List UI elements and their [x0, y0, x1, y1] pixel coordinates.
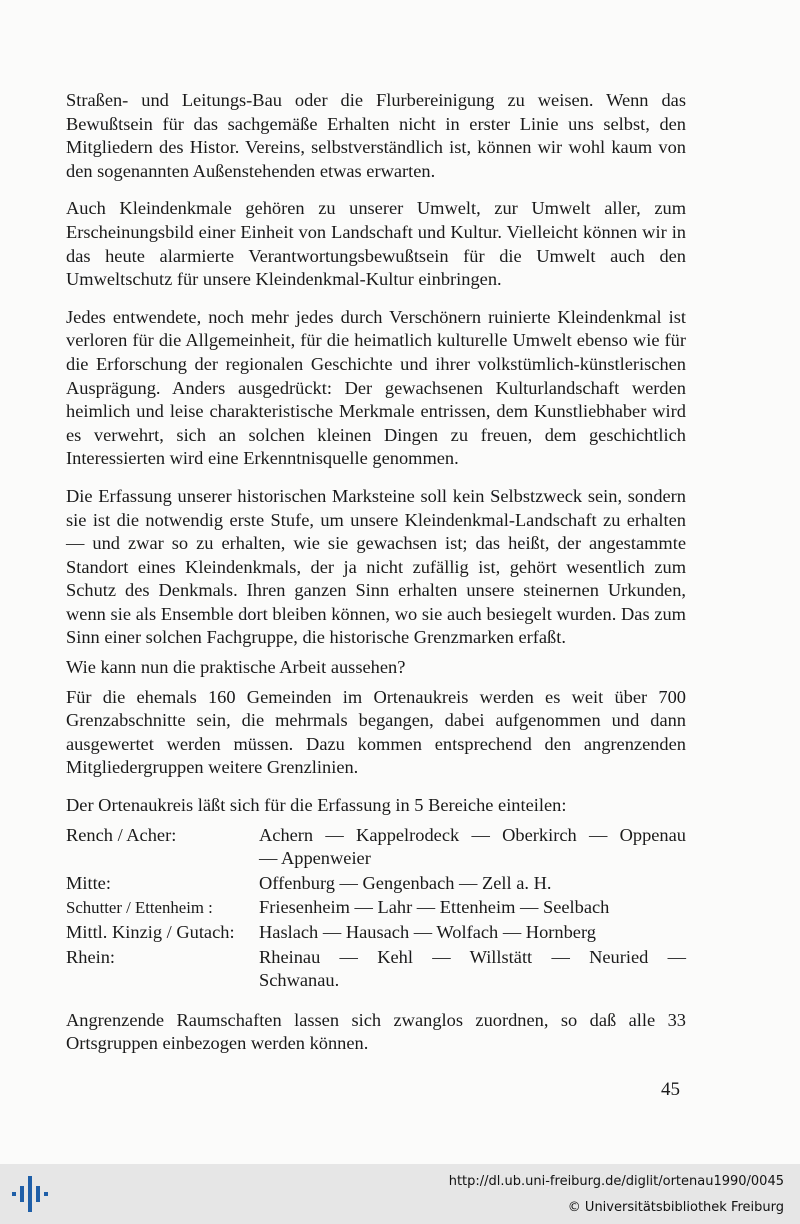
region-places-line: Offenburg — Gengenbach — Zell a. H.	[259, 872, 552, 893]
library-footer	[0, 1164, 800, 1224]
region-places-line: Friesenheim — Lahr — Ettenheim — Seelbach	[259, 897, 610, 918]
region-places	[259, 824, 686, 871]
paragraph-1: Straßen- und Leitungs-Bau oder die Flurbereinigung zu weisen. Wenn das Bewußtsein für das sachgemäße Erhalten nicht in erster Linie uns selbst, den Mitgliedern des Histor. Vereins, selbstverständlich ist, können wir wohl kaum von den sogenannten Außenstehenden etwas erwarten.	[66, 90, 686, 181]
region-places-line: Schwanau.	[259, 970, 340, 991]
copyright-notice: © Universitätsbibliothek Freiburg	[567, 1200, 784, 1215]
region-name: Mittl. Kinzig / Gutach:	[66, 922, 235, 942]
region-name: Schutter / Ettenheim :	[66, 898, 213, 918]
paragraph-regions-intro: Der Ortenaukreis läßt sich für die Erfassung in 5 Bereiche einteilen:	[66, 795, 567, 816]
paragraph-closing: Angrenzende Raumschaften lassen sich zwanglos zuordnen, so daß alle 33 Ortsgruppen einbezogen werden können.	[66, 1009, 686, 1054]
paragraph-2: Auch Kleindenkmale gehören zu unserer Umwelt, zur Umwelt aller, zum Erscheinungsbild einer Einheit von Landschaft und Kultur. Vielleicht können wir in das heute alarmierte Verantwortungsbewußtsein für die Umwelt auch den Umweltschutz für unsere Kleindenkmal-Kultur einbringen.	[66, 198, 686, 290]
paragraph-5: Für die ehemals 160 Gemeinden im Ortenaukreis werden es weit über 700 Grenzabschnitte sein, die mehrmals begangen, dabei aufgenommen und dann ausgewertet werden müssen. Dazu kommen entsprechend den angrenzenden Mitgliedergruppen weitere Grenzlinien.	[66, 686, 686, 778]
region-places-line: Achern — Kappelrodeck — Oberkirch — Oppenau	[259, 824, 686, 845]
region-places	[259, 946, 686, 993]
region-row-rench-acher	[66, 824, 686, 871]
region-name: Rench / Acher:	[66, 824, 177, 845]
page-number: 45	[661, 1079, 680, 1100]
region-row-kinzig-gutach	[66, 921, 686, 945]
body-text	[66, 89, 686, 1070]
library-logo-icon	[10, 1174, 50, 1214]
paragraph-question: Wie kann nun die praktische Arbeit aussehen?	[66, 657, 406, 678]
region-name: Mitte:	[66, 872, 111, 893]
region-places-line: Haslach — Hausach — Wolfach — Hornberg	[259, 922, 596, 942]
region-places-line: Rheinau — Kehl — Willstätt — Neuried —	[259, 946, 686, 967]
paragraph-3: Jedes entwendete, noch mehr jedes durch Verschönern ruinierte Kleindenkmal ist verloren für die Allgemeinheit, für die heimatlich kulturelle Umwelt ebenso wie für die Erforschung der regionalen Geschichte und ihrer volkstümlich-künstlerischen Ausprägung. Anders ausgedrückt: Der gewachsenen Kulturlandschaft werden heimlich und leise charakteristische Merkmale entrissen, dem Kunstliebhaber wird es verwehrt, sich an solchen kleinen Dingen zu freuen, dem geschichtlich Interessierten wird eine Erkenntnisquelle genommen.	[66, 306, 686, 469]
region-row-rhein	[66, 946, 686, 993]
regions-list	[66, 824, 686, 993]
region-places-line: — Appenweier	[259, 848, 371, 869]
paragraph-4: Die Erfassung unserer historischen Marksteine soll kein Selbstzweck sein, sondern sie ist die notwendig erste Stufe, um unsere Kleindenkmal-Landschaft zu erhalten — und zwar so zu erhalten, wie sie gewachsen ist; das heißt, der angestammte Standort eines Kleindenkmals, der ja nicht zufällig ist, gehört wesentlich zum Schutz des Denkmals. Ihren ganzen Sinn erhalten unsere steinernen Urkunden, wenn sie als Ensemble dort bleiben können, wo sie auch besiegelt wurden. Das zum Sinn einer solchen Fachgruppe, die historische Grenzmarken erfaßt.	[66, 485, 686, 648]
source-url-link[interactable]: http://dl.ub.uni-freiburg.de/diglit/ortenau1990/0045	[448, 1174, 784, 1189]
region-name: Rhein:	[66, 946, 116, 967]
region-row-mitte	[66, 872, 686, 896]
region-row-schutter-ettenheim	[66, 896, 686, 920]
